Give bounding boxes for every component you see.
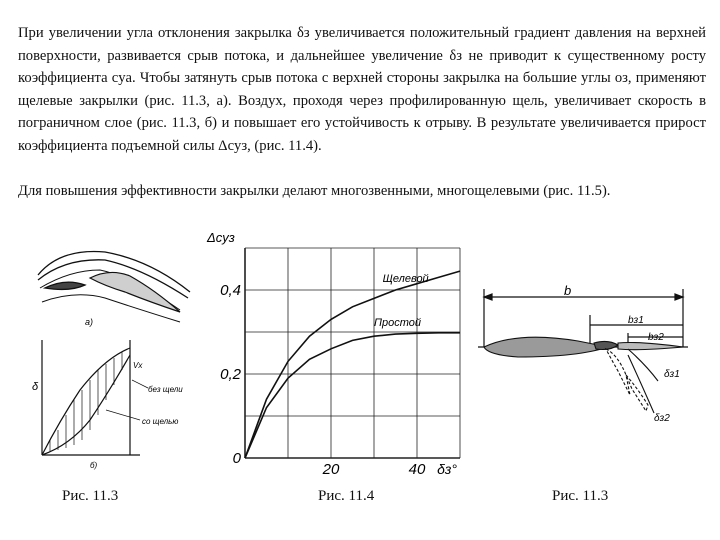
dim-b2: bз2 xyxy=(648,332,664,343)
delta-label: δ xyxy=(32,381,39,393)
dim-b1: bз1 xyxy=(628,315,644,326)
series-label: Щелевой xyxy=(382,273,429,285)
legend-with-slot: со щелью xyxy=(142,417,179,426)
figure-double-slot-flap xyxy=(478,285,703,435)
series-line xyxy=(245,333,460,458)
airfoil-sketch xyxy=(484,337,683,413)
dim-b: b xyxy=(564,285,572,298)
caption-fig-11-3-right: Рис. 11.3 xyxy=(552,488,609,504)
tick-label-x: 20 xyxy=(322,461,340,478)
paragraph-multislot: Для повышения эффективности закрылки делают многозвенными, многощелевыми (рис. 11.5). xyxy=(18,183,611,199)
label-a: а) xyxy=(85,317,94,327)
series-label: Простой xyxy=(374,317,421,330)
slot-flap-sketch xyxy=(38,251,190,322)
axis-label-y: Δcyз xyxy=(207,230,235,245)
caption-fig-11-3-left: Рис. 11.3 xyxy=(62,488,119,504)
tick-label-y: 0 xyxy=(232,450,241,467)
axis-label-x: δз° xyxy=(437,461,458,477)
caption-fig-11-4: Рис. 11.4 xyxy=(318,488,375,504)
tick-label-y: 0,4 xyxy=(220,282,241,299)
figure-slot-flap xyxy=(30,240,200,475)
label-b: б) xyxy=(90,461,98,470)
chart-delta-cy xyxy=(205,230,470,480)
tick-label-x: 40 xyxy=(408,461,426,478)
paragraph-flaps: При увеличении угла отклонения закрылка δз увеличивается положительный градиент давления на верхней поверхности, развивается срыв потока, и дальнейшее увеличение δз не приводит к существенному росту коэффициента cya. Чтобы затянуть срыв потока с верхней стороны закрылка на большие углы oз, применяют щелевые закрылки (рис. 11.3, а). Воздух, проходя через профилированную щель, увеличивает скорость в пограничном слое (рис. 11.3, б) и повышает его устойчивость к отрыву. В результате увеличивается прирост коэффициента подъемной силы Δcyз, (рис. 11.4). xyxy=(18,25,706,154)
chart-series xyxy=(245,271,460,458)
velocity-label: Vх xyxy=(133,361,143,370)
angle-d1: δз1 xyxy=(664,369,680,380)
velocity-profiles xyxy=(42,340,148,455)
tick-label-y: 0,2 xyxy=(220,366,241,383)
legend-no-slot: без щели xyxy=(148,385,183,394)
series-line xyxy=(245,271,460,458)
chart-labels xyxy=(206,230,457,478)
angle-d2: δз2 xyxy=(654,413,670,424)
